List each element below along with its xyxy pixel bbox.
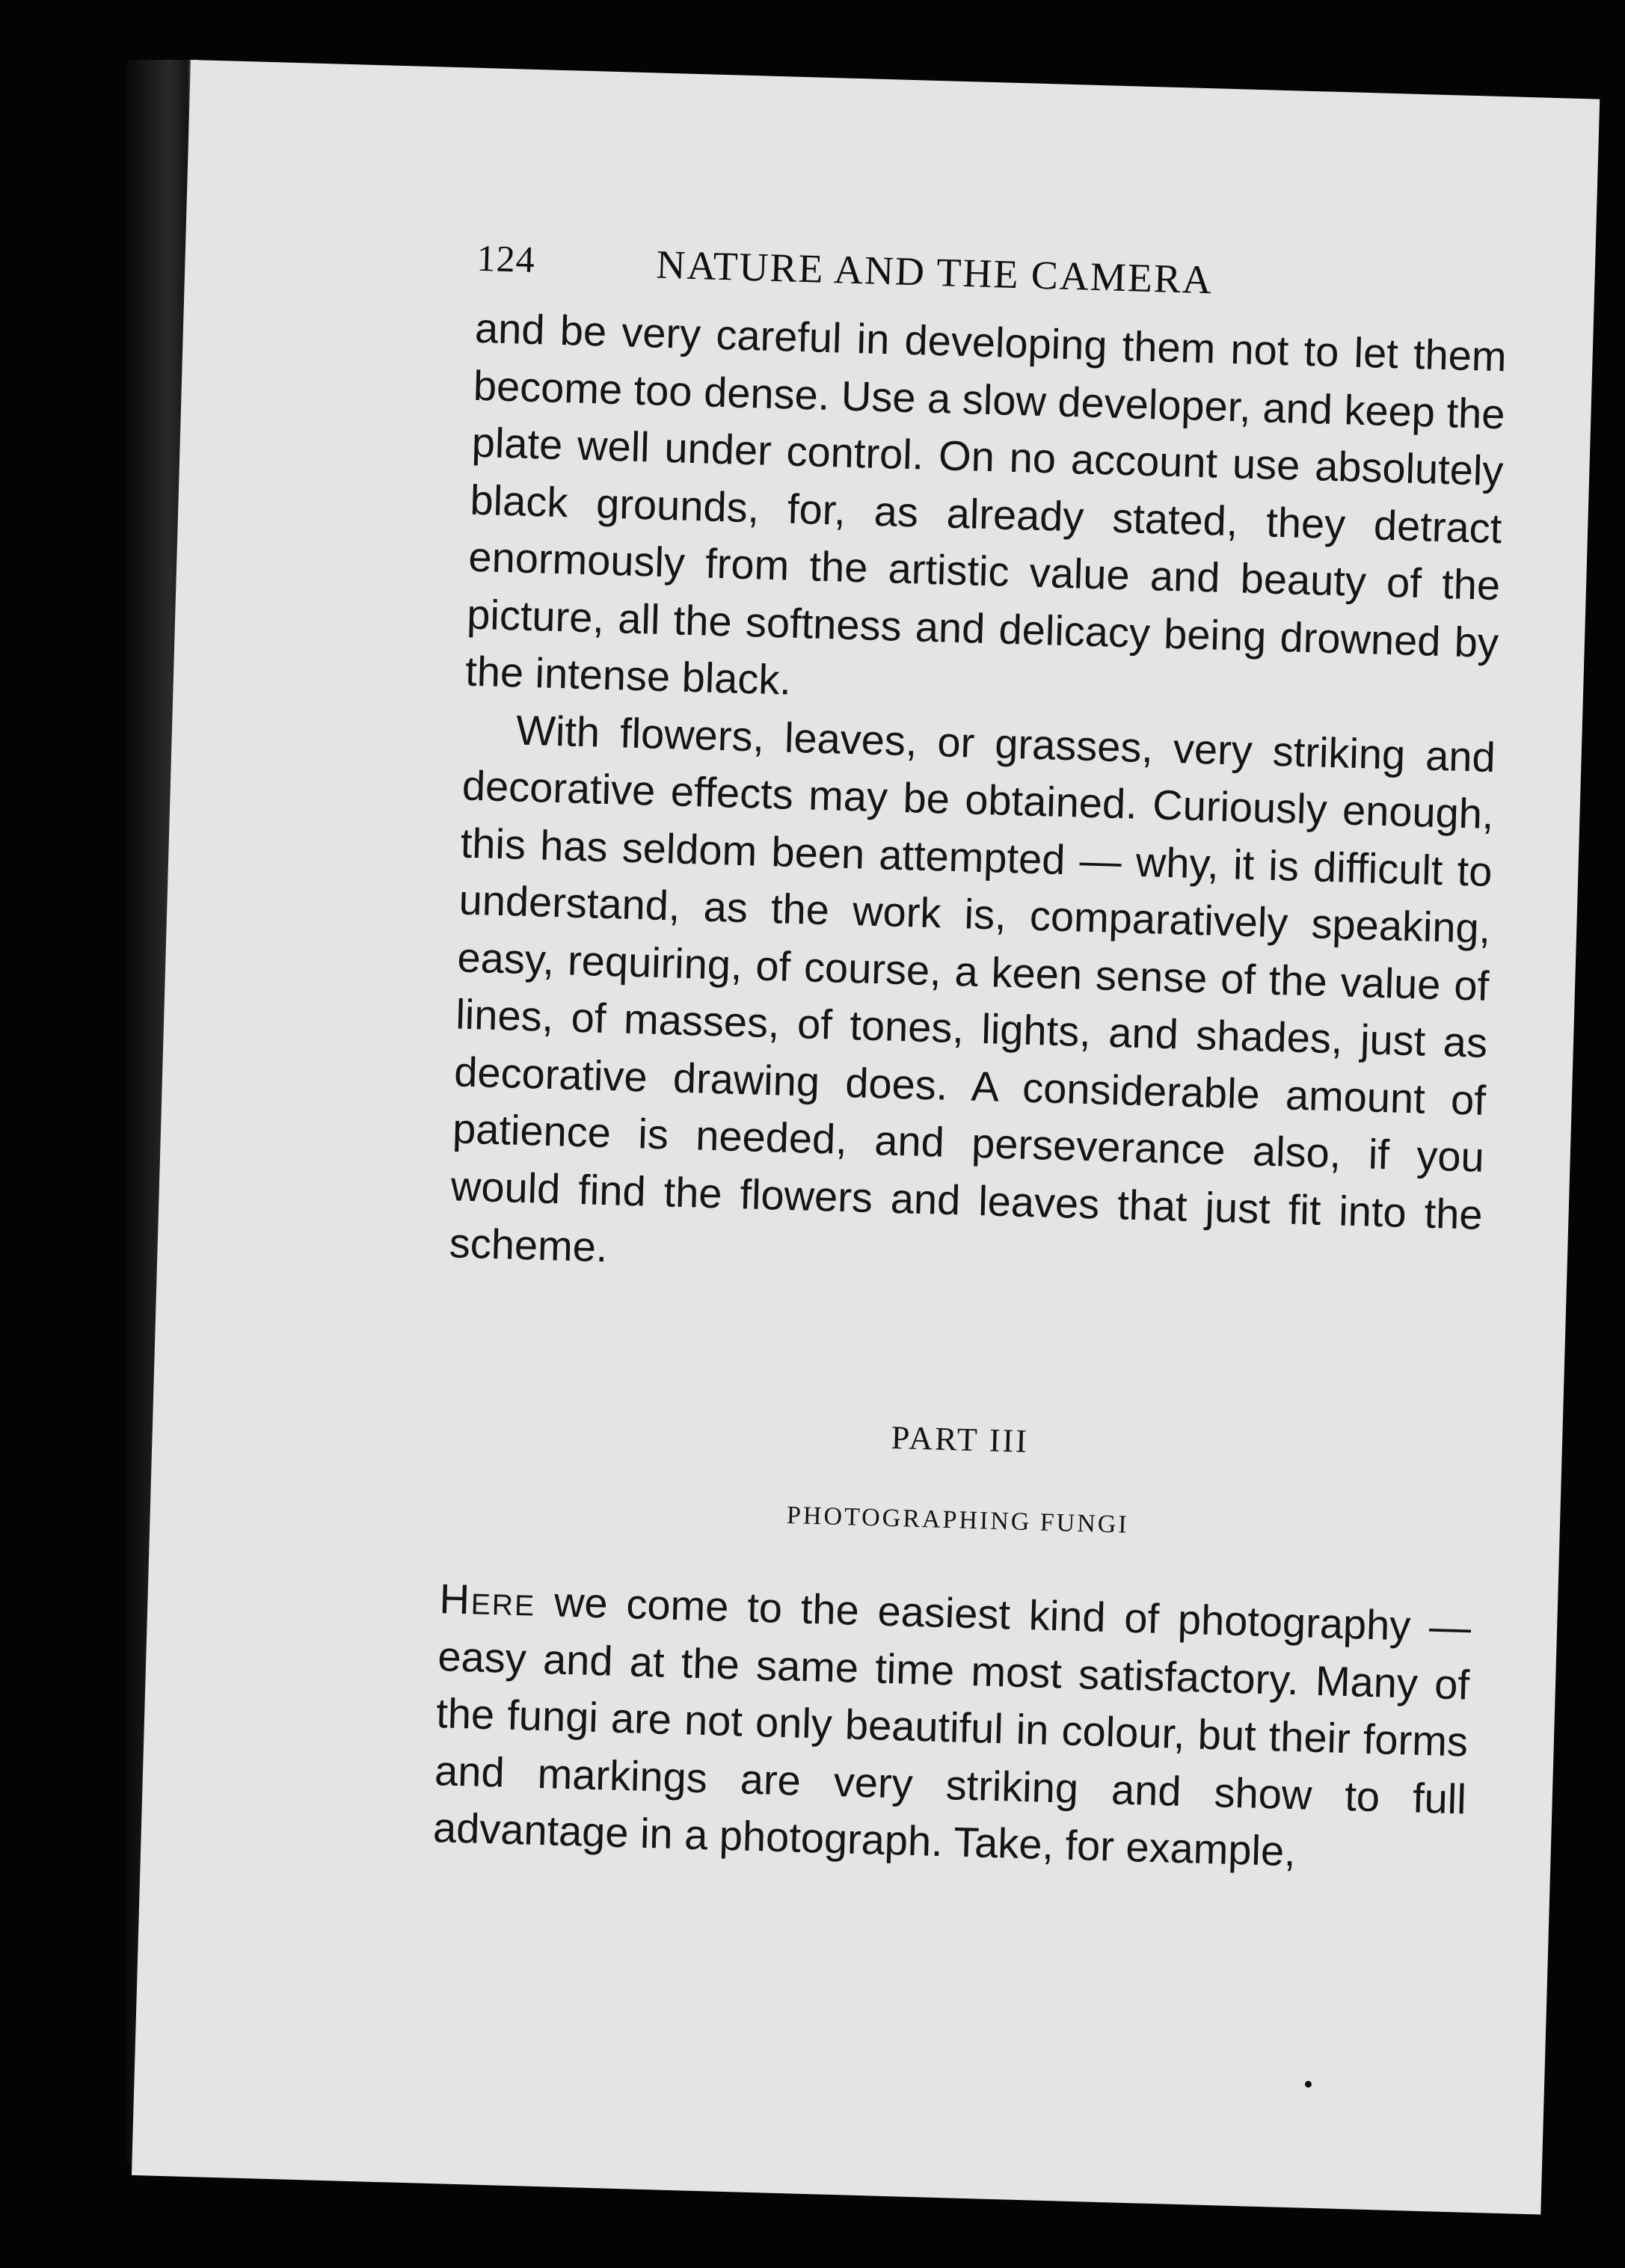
body-text [449, 300, 1508, 1301]
page-speck [1305, 2081, 1312, 2088]
paragraph-fungi [432, 1570, 1472, 1885]
page-number: 124 [476, 236, 536, 280]
part3-body [432, 1570, 1472, 1885]
part-heading: PART III [891, 1419, 1030, 1460]
book-page [132, 60, 1600, 2215]
book-title: NATURE AND THE CAMERA [655, 242, 1214, 303]
paragraph-flowers: With flowers, leaves, or grasses, very striking and decorative effects may be obtained. Curiously enough, this has seldom been attempted — why, it is difficult to understand, as the work is, comparatively speaking, easy, requiring, of course, a keen sense of the value of lines, of masses, of tones, lights, and shades, just as decorative drawing does. A considerable amount of patience is needed, and perseverance also, if you would find the flowers and leaves that just fit into the scheme. [449, 706, 1496, 1271]
section-heading: PHOTOGRAPHING FUNGI [786, 1502, 1130, 1539]
opening-word: Here [438, 1575, 537, 1625]
paragraph-continuation: and be very careful in developing them not to let them become too dense. Use a slow developer, and keep the plate well under control. On no account use absolutely black grounds, for, as already stated, they detract enormously from the artistic value and beauty of the picture, all the softness and delicacy being drowned by the intense black. [464, 304, 1508, 704]
paragraph-fungi-text: we come to the easiest kind of photography — easy and at the same time most satisfactory. Many of the fungi are not only beautiful in colour, but their forms and markings are very striking and show to full advantage in a photograph. Take, for example, [432, 1577, 1472, 1875]
